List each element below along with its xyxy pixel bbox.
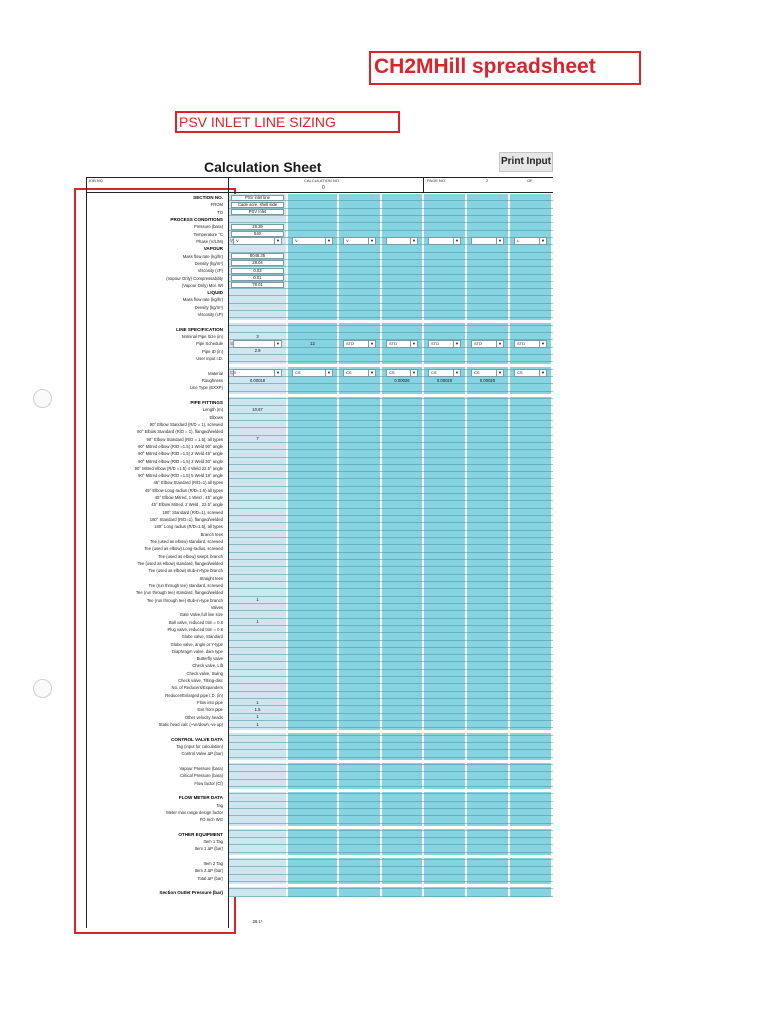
row-label: 180° Long radius (R/D=1.5), all types [154, 524, 223, 530]
section-heading: CONTROL VALVE DATA [171, 736, 223, 742]
row-gridline [229, 391, 553, 392]
cell-dropdown[interactable] [514, 340, 547, 348]
row-label: Pipe ID (in) [202, 348, 223, 354]
section-gap [229, 855, 553, 858]
row-gridline [229, 866, 553, 867]
row-label: (Vapour Only) Mol. Wt [181, 282, 223, 288]
dropdown-value: CS [295, 370, 301, 376]
row-gridline [229, 844, 553, 845]
dropdown-value: STD [346, 340, 354, 346]
row-gridline [229, 808, 553, 809]
header-bottom-border [86, 192, 553, 193]
cell-value[interactable]: 0.01 [231, 275, 284, 281]
cell-value[interactable]: 8048.35 [231, 253, 284, 259]
row-gridline [229, 896, 553, 897]
section-heading: LINE SPECIFICATION [176, 326, 223, 332]
cell-dropdown[interactable] [514, 369, 547, 377]
row-gridline [229, 786, 553, 787]
row-label: 45° Elbow Standard (R/D=1) all types [153, 480, 223, 486]
row-gridline [229, 837, 553, 838]
dropdown-value: STD [474, 340, 482, 346]
row-label: Control Valve ΔP (bar) [181, 751, 223, 757]
cell-dropdown[interactable] [428, 340, 461, 348]
chevron-down-icon[interactable]: ▼ [410, 238, 417, 244]
row-gridline [229, 859, 553, 860]
cell-dropdown[interactable] [233, 237, 282, 245]
section-gap [229, 760, 553, 763]
row-gridline [229, 295, 553, 296]
row-label: 90° Elbow Standard (R/D = 1.5), all types [146, 436, 223, 442]
chevron-down-icon[interactable]: ▼ [274, 341, 281, 347]
row-label: 45° Elbow Long-radius (R/D=1.5) all types [144, 487, 223, 493]
page-current: 2 [486, 178, 489, 183]
dropdown-value: CS [517, 370, 523, 376]
row-gridline [229, 801, 553, 802]
row-gridline [229, 317, 553, 318]
cell-value[interactable]: 28.1* [252, 919, 263, 925]
section-gap [229, 394, 553, 397]
chevron-down-icon[interactable]: ▼ [539, 341, 546, 347]
row-gridline [229, 500, 553, 501]
row-gridline [229, 632, 553, 633]
row-label: Item 2 Tag [203, 861, 223, 867]
chevron-down-icon[interactable]: ▼ [274, 370, 281, 376]
row-gridline [229, 793, 553, 794]
row-gridline [229, 830, 553, 831]
calculation-sheet-title: Calculation Sheet [204, 159, 322, 175]
row-label: Tag [216, 802, 223, 808]
row-label: Static head calc (+ve/down,-ve up) [158, 722, 223, 728]
row-gridline [229, 471, 553, 472]
row-label: FROM [210, 202, 223, 208]
row-gridline [229, 661, 553, 662]
cell-value[interactable]: 1 [256, 721, 259, 727]
chevron-down-icon[interactable]: ▼ [410, 370, 417, 376]
section-heading: Section Outlet Pressure (bar) [159, 890, 223, 896]
row-gridline [229, 427, 553, 428]
row-label: Gate Valve,full line size [179, 612, 223, 618]
row-label: Branch tees [200, 531, 223, 537]
row-label [86, 758, 226, 765]
section-gap [229, 320, 553, 323]
row-gridline [229, 669, 553, 670]
cell-dropdown[interactable] [292, 237, 333, 245]
chevron-down-icon[interactable]: ▼ [539, 370, 546, 376]
chevron-down-icon[interactable]: ▼ [274, 238, 281, 244]
row-gridline [229, 559, 553, 560]
row-label: TO [217, 209, 223, 215]
row-label: 45° Elbow Mitred, 1 Weld , 45° angle [154, 495, 223, 501]
row-gridline [229, 530, 553, 531]
section-gap [229, 730, 553, 733]
cell-value[interactable]: 2.9 [254, 348, 261, 354]
cell-value[interactable]: PSV inlet line [231, 195, 284, 201]
row-label: Mass flow rate (kg/hr) [182, 297, 223, 303]
cell-value[interactable]: Cade acre. shell side [231, 202, 284, 208]
row-gridline [229, 464, 553, 465]
row-label: Critical Pressure (bara) [179, 773, 223, 779]
row-label: 90° Elbow Standard (R/D = 1), screwed [149, 421, 223, 427]
section-gap [229, 826, 553, 829]
chevron-down-icon[interactable]: ▼ [410, 341, 417, 347]
row-gridline [229, 881, 553, 882]
section-heading: FLOW METER DATA [178, 795, 223, 801]
dropdown-value: V [346, 238, 349, 244]
row-label: 90° Mitred elbow (R/D =1.5) 3 Weld 30° angle [138, 458, 223, 464]
row-gridline [229, 544, 553, 545]
cell-dropdown[interactable] [343, 369, 376, 377]
cell-dropdown[interactable] [514, 237, 547, 245]
cell-dropdown[interactable] [471, 340, 504, 348]
row-label: Pipe Schedule [195, 341, 223, 347]
row-label: Item 1 Tag [203, 839, 223, 845]
cell-dropdown[interactable] [292, 369, 333, 377]
cell-value[interactable]: 0.00020 [479, 377, 496, 383]
chevron-down-icon[interactable]: ▼ [368, 341, 375, 347]
row-label: Total ΔP (bar) [197, 875, 223, 881]
row-label: Elbows [209, 414, 223, 420]
cell-dropdown[interactable] [343, 237, 376, 245]
cell-value[interactable]: 78.01 [231, 282, 284, 288]
row-label [86, 362, 226, 369]
row-gridline [229, 478, 553, 479]
row-gridline [229, 764, 553, 765]
row-label [86, 824, 226, 831]
row-label: 180° Standard (R/D=1), flanged/welded [149, 517, 223, 523]
row-gridline [229, 779, 553, 780]
red-marker: V [230, 238, 234, 244]
row-label: Tee (run through tee) standard, flanged/welded [135, 590, 223, 596]
cell-value[interactable]: 28.04 [231, 260, 284, 266]
cell-dropdown[interactable] [343, 340, 376, 348]
row-label: Butterfly valve [196, 656, 223, 662]
row-gridline [229, 749, 553, 750]
row-gridline [229, 508, 553, 509]
row-label: Pressure (bara) [193, 224, 223, 230]
row-label: Viscosity (cP) [197, 268, 223, 274]
chevron-down-icon[interactable]: ▼ [325, 370, 332, 376]
calc-no-value: 0 [322, 185, 325, 191]
row-label: Exit from pipe [197, 707, 223, 713]
chevron-down-icon[interactable]: ▼ [368, 238, 375, 244]
cell-value[interactable]: 12 [310, 340, 315, 346]
row-label: Reducer/Enlarged pipe I.D. (in) [165, 692, 223, 698]
chevron-down-icon[interactable]: ▼ [496, 341, 503, 347]
row-gridline [229, 757, 553, 758]
row-label [86, 853, 226, 860]
header-divider [423, 177, 424, 192]
row-label: Plug valve, reduced trim = 0.8 [167, 626, 223, 632]
cell-value[interactable]: 1 [256, 619, 259, 625]
row-label: Vapour Pressure (bara) [179, 765, 223, 771]
row-label: User input I.D. [196, 356, 223, 362]
row-label: Check valve, Lift [192, 663, 223, 669]
row-label [86, 882, 226, 889]
section-heading: PROCESS CONDITIONS [170, 216, 223, 222]
row-gridline [229, 654, 553, 655]
dropdown-value: L [517, 238, 520, 244]
row-gridline [229, 647, 553, 648]
cell-value[interactable]: 0.03 [231, 268, 284, 274]
row-gridline [229, 771, 553, 772]
row-label: Viscosity (cP) [197, 312, 223, 318]
cell-value[interactable]: 1 [256, 699, 259, 705]
cell-value[interactable]: 3 [256, 333, 259, 339]
row-gridline [229, 537, 553, 538]
row-label: Diaphragm valve, dam type [172, 648, 223, 654]
row-label: Check valve, Swing [186, 670, 223, 676]
binder-hole-top [33, 389, 52, 408]
row-label: Length (m) [202, 407, 223, 413]
row-label: Tee (used as elbow) stub-in-type branch [148, 568, 223, 574]
row-label: Density (kg/m³) [194, 304, 223, 310]
cell-dropdown[interactable] [233, 340, 282, 348]
row-label: Flow factor (Cf) [194, 780, 223, 786]
chevron-down-icon[interactable]: ▼ [325, 238, 332, 244]
row-label: Globe valve, Standard [181, 634, 223, 640]
cell-value[interactable]: 0.00020 [436, 377, 453, 383]
binder-hole-bottom [33, 679, 52, 698]
chevron-down-icon[interactable]: ▼ [453, 370, 460, 376]
row-label: Roughness [201, 378, 223, 383]
dropdown-value: CS [431, 370, 437, 376]
row-gridline [229, 486, 553, 487]
row-label: Tee (used as elbow) standard, flanged/welded [137, 561, 223, 566]
row-label: 90° Elbow Standard (R/D = 1), flanged/welded [137, 429, 223, 435]
row-gridline [229, 676, 553, 677]
row-label: Globe valve, angle or Y-type [170, 641, 223, 647]
row-gridline [229, 691, 553, 692]
chevron-down-icon[interactable]: ▼ [496, 370, 503, 376]
row-label: 90° Mitred elbow (R/D =1.5) 2 Weld 45° angle [138, 451, 223, 457]
cell-dropdown[interactable] [428, 237, 461, 245]
cell-dropdown[interactable] [386, 237, 418, 245]
row-gridline [229, 361, 553, 362]
section-gap [229, 789, 553, 792]
row-gridline [229, 735, 553, 736]
row-label: Item 1 ΔP (bar) [194, 846, 223, 852]
row-label: No. of Reducers/Expanders [171, 685, 223, 691]
row-gridline [229, 742, 553, 743]
dropdown-value: STD [389, 340, 397, 346]
section-heading: VAPOUR [203, 246, 223, 252]
dropdown-value: STD [431, 340, 439, 346]
row-label: Tee (used as elbow) standard, screwed [150, 539, 223, 545]
dropdown-value: CS [389, 370, 395, 376]
page-of-label: OF [527, 178, 533, 183]
row-gridline [229, 874, 553, 875]
chevron-down-icon[interactable]: ▼ [368, 370, 375, 376]
section-heading: SECTION NO. [193, 195, 223, 200]
cell-value[interactable]: 540 [231, 231, 284, 237]
row-gridline [229, 640, 553, 641]
row-gridline [229, 888, 553, 889]
red-marker: S [230, 340, 234, 346]
row-label: 45° Elbow Mitred, 2 Weld , 22.5° angle [151, 502, 223, 508]
row-gridline [229, 493, 553, 494]
row-gridline [229, 852, 553, 853]
row-label: Item 2 ΔP (bar) [194, 868, 223, 874]
row-label: 90° Mitred elbow (R/D =1.5) 5 Weld 18° angle [138, 473, 223, 479]
row-gridline [229, 552, 553, 553]
psv-inlet-line-sizing-annotation: PSV INLET LINE SIZING [175, 111, 400, 133]
row-label: Ball valve, reduced trim = 0.8 [168, 619, 223, 625]
cell-dropdown[interactable] [386, 340, 418, 348]
row-label [86, 392, 226, 399]
section-heading: OTHER EQUIPMENT [178, 831, 223, 837]
cell-dropdown[interactable] [471, 369, 504, 377]
row-label: Temperature °C [193, 231, 223, 237]
header-top-border [86, 177, 553, 178]
cell-value[interactable]: 10.67 [252, 406, 263, 412]
row-gridline [229, 522, 553, 523]
row-label [86, 728, 226, 735]
cell-value[interactable]: 1.5 [254, 706, 261, 712]
chevron-down-icon[interactable]: ▼ [453, 341, 460, 347]
row-gridline [229, 310, 553, 311]
row-gridline [229, 574, 553, 575]
print-input-button[interactable]: Print Input [499, 152, 553, 172]
chevron-down-icon[interactable]: ▼ [496, 238, 503, 244]
cell-value[interactable]: 7 [256, 436, 259, 442]
cell-value[interactable]: PSV Inlet [231, 209, 284, 215]
cell-value[interactable]: 1 [256, 597, 259, 603]
cell-value[interactable]: 1 [256, 714, 259, 720]
job-no-label: JOB NO. [88, 178, 105, 183]
dropdown-value: CS [474, 370, 480, 376]
row-gridline [229, 815, 553, 816]
row-label: Nominal Pipe Size (in) [181, 334, 223, 340]
cell-dropdown[interactable] [471, 237, 504, 245]
cell-value[interactable]: 0.00026 [394, 377, 410, 383]
dropdown-value: V [295, 238, 298, 244]
row-label: Tee (run through tee) stub-in-type branch [146, 597, 223, 603]
row-gridline [229, 588, 553, 589]
row-label: Flow into pipe [197, 700, 223, 706]
row-label: Tee (run through tee) standard, screwed [148, 582, 223, 588]
dropdown-value: CS [346, 370, 352, 376]
row-label: Other velocity heads [184, 714, 223, 720]
dropdown-value: V [236, 238, 239, 244]
row-label: Tee (used as elbow) Long-radius, screwed [144, 546, 223, 552]
row-gridline [229, 823, 553, 824]
cell-value[interactable]: 0.00018 [249, 377, 266, 383]
row-gridline [229, 610, 553, 611]
row-label: Density (kg/m³) [194, 260, 223, 266]
red-marker: CS [230, 370, 237, 376]
row-label: FO Inch WG [199, 817, 223, 823]
row-label: Phase (V/L/M) [196, 238, 223, 244]
row-label: 90° Mitred elbow (R/D =1.5) 1 Weld 90° angle [138, 443, 223, 449]
row-gridline [229, 515, 553, 516]
row-label: Valves [210, 604, 223, 610]
calc-no-label: CALCULATION NO. [304, 178, 340, 183]
row-label [86, 787, 226, 794]
row-label: 180° Standard (R/D=1), screwed [162, 509, 223, 515]
row-label: 90° Mitred elbow (R/D =1.5) 4 Weld 22.5° angle [134, 465, 223, 471]
row-gridline [229, 566, 553, 567]
section-heading: PIPE FITTINGS [190, 399, 223, 405]
cell-dropdown[interactable] [233, 369, 282, 377]
row-label: Line Type (EXXP) [189, 385, 223, 391]
cell-value[interactable]: 28.39 [231, 224, 284, 230]
row-gridline [229, 449, 553, 450]
row-label [86, 318, 226, 325]
row-label: Check valve, Tilting-disc [178, 678, 223, 684]
cell-dropdown[interactable] [428, 369, 461, 377]
cell-dropdown[interactable] [386, 369, 418, 377]
row-gridline [229, 303, 553, 304]
dropdown-value: STD [517, 340, 525, 346]
row-label: (Vapour Only) Compressability [166, 275, 223, 281]
row-label: Tee (used as elbow) swept, branch [158, 553, 223, 559]
row-gridline [229, 420, 553, 421]
row-label: Material [208, 370, 223, 376]
section-gap [229, 364, 553, 367]
section-gap [229, 884, 553, 887]
chevron-down-icon[interactable]: ▼ [453, 238, 460, 244]
row-label: Meter max range design factor [166, 809, 223, 815]
row-gridline [229, 325, 553, 326]
chevron-down-icon[interactable]: ▼ [539, 238, 546, 244]
row-gridline [229, 457, 553, 458]
row-gridline [229, 683, 553, 684]
row-label: Tag (input for calculation) [176, 744, 223, 749]
section-heading: LIQUID [207, 290, 223, 296]
calculation-sheet [86, 177, 553, 928]
spreadsheet-title-annotation: CH2MHill spreadsheet [369, 51, 641, 85]
row-label: Mass flow rate (kg/hr) [182, 253, 223, 259]
row-gridline [229, 398, 553, 399]
row-label: Straight tees [199, 575, 223, 581]
page-no-label: PAGE NO. [427, 178, 447, 183]
row-gridline [229, 581, 553, 582]
